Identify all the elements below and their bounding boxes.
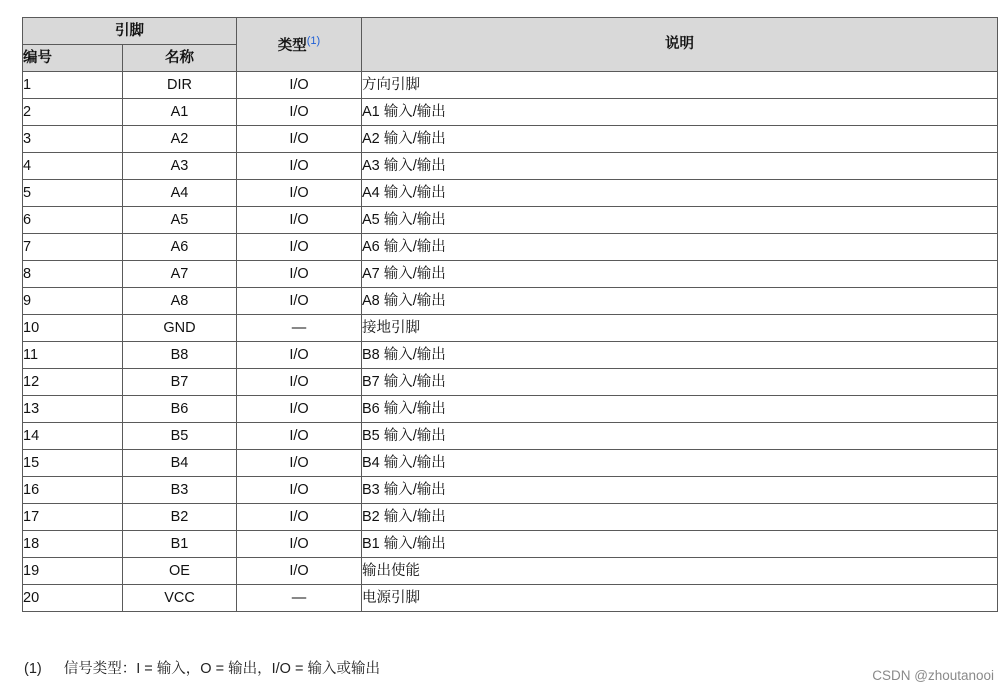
pin-name-cell: GND — [123, 315, 237, 342]
pin-name-cell: VCC — [123, 585, 237, 612]
pin-name-cell: B7 — [123, 369, 237, 396]
table-row — [23, 234, 998, 261]
pin-description-cell: A5 输入/输出 — [362, 207, 998, 234]
pin-name-cell: B1 — [123, 531, 237, 558]
pin-name-cell: B8 — [123, 342, 237, 369]
pin-description-cell: 输出使能 — [362, 558, 998, 585]
pin-name-cell: B3 — [123, 477, 237, 504]
pin-type-cell: I/O — [237, 153, 362, 180]
pin-number-cell: 9 — [23, 288, 123, 315]
pin-description-cell: B7 输入/输出 — [362, 369, 998, 396]
pin-name-cell: B2 — [123, 504, 237, 531]
pin-description-cell: A7 输入/输出 — [362, 261, 998, 288]
pin-number-cell: 20 — [23, 585, 123, 612]
pin-description-cell: A4 输入/输出 — [362, 180, 998, 207]
pin-type-cell: I/O — [237, 261, 362, 288]
table-row — [23, 180, 998, 207]
pin-type-cell: I/O — [237, 423, 362, 450]
table-row — [23, 396, 998, 423]
pin-type-cell: — — [237, 585, 362, 612]
pin-number-cell: 15 — [23, 450, 123, 477]
pin-number-cell: 1 — [23, 72, 123, 99]
table-row — [23, 342, 998, 369]
pin-number-cell: 2 — [23, 99, 123, 126]
pin-number-cell: 17 — [23, 504, 123, 531]
table-row — [23, 126, 998, 153]
table-row — [23, 315, 998, 342]
pin-number-cell: 16 — [23, 477, 123, 504]
pin-description-cell: B2 输入/输出 — [362, 504, 998, 531]
table-row — [23, 288, 998, 315]
pin-name-cell: B5 — [123, 423, 237, 450]
pin-number-cell: 12 — [23, 369, 123, 396]
pin-number-cell: 13 — [23, 396, 123, 423]
pin-number-cell: 14 — [23, 423, 123, 450]
footnote-mark: (1) — [24, 661, 42, 677]
pin-name-cell: A5 — [123, 207, 237, 234]
pin-description-cell: A2 输入/输出 — [362, 126, 998, 153]
pin-description-cell: A6 输入/输出 — [362, 234, 998, 261]
pin-table — [22, 17, 998, 612]
pin-description-cell: B8 输入/输出 — [362, 342, 998, 369]
table-row — [23, 585, 998, 612]
pin-description-cell: 方向引脚 — [362, 72, 998, 99]
header-name: 名称 — [123, 45, 237, 72]
pin-type-cell: I/O — [237, 342, 362, 369]
watermark: CSDN @zhoutanooi — [872, 668, 994, 683]
pin-type-cell: — — [237, 315, 362, 342]
pin-description-cell: B5 输入/输出 — [362, 423, 998, 450]
pin-number-cell: 8 — [23, 261, 123, 288]
pin-type-cell: I/O — [237, 126, 362, 153]
pin-type-cell: I/O — [237, 396, 362, 423]
header-number: 编号 — [23, 45, 123, 72]
pin-type-cell: I/O — [237, 504, 362, 531]
pin-type-cell: I/O — [237, 450, 362, 477]
header-type-label: 类型 — [277, 37, 307, 54]
table-row — [23, 261, 998, 288]
pin-number-cell: 4 — [23, 153, 123, 180]
pin-type-cell: I/O — [237, 72, 362, 99]
pin-name-cell: A6 — [123, 234, 237, 261]
pin-description-cell: A1 输入/输出 — [362, 99, 998, 126]
pin-name-cell: A2 — [123, 126, 237, 153]
pin-description-cell: A3 输入/输出 — [362, 153, 998, 180]
table-row — [23, 450, 998, 477]
pin-type-cell: I/O — [237, 288, 362, 315]
pin-number-cell: 6 — [23, 207, 123, 234]
pin-number-cell: 7 — [23, 234, 123, 261]
footnote-ref-link[interactable]: (1) — [306, 34, 321, 47]
pin-name-cell: A4 — [123, 180, 237, 207]
pin-name-cell: A1 — [123, 99, 237, 126]
pin-name-cell: OE — [123, 558, 237, 585]
pin-name-cell: A7 — [123, 261, 237, 288]
pin-description-cell: B3 输入/输出 — [362, 477, 998, 504]
table-row — [23, 207, 998, 234]
pin-number-cell: 5 — [23, 180, 123, 207]
pin-type-cell: I/O — [237, 369, 362, 396]
pin-description-cell: B6 输入/输出 — [362, 396, 998, 423]
pin-description-cell: 电源引脚 — [362, 585, 998, 612]
pin-number-cell: 18 — [23, 531, 123, 558]
pin-number-cell: 11 — [23, 342, 123, 369]
header-type — [237, 18, 362, 72]
pin-name-cell: A8 — [123, 288, 237, 315]
footnote-text: 信号类型：I = 输入，O = 输出，I/O = 输入或输出 — [63, 661, 380, 677]
pin-description-cell: B4 输入/输出 — [362, 450, 998, 477]
header-pin-group: 引脚 — [23, 18, 237, 45]
pin-name-cell: B4 — [123, 450, 237, 477]
pin-name-cell: A3 — [123, 153, 237, 180]
table-row — [23, 477, 998, 504]
pin-type-cell: I/O — [237, 531, 362, 558]
footnote — [24, 657, 380, 678]
pin-type-cell: I/O — [237, 477, 362, 504]
table-row — [23, 72, 998, 99]
pin-type-cell: I/O — [237, 99, 362, 126]
table-row — [23, 369, 998, 396]
table-row — [23, 531, 998, 558]
pin-number-cell: 19 — [23, 558, 123, 585]
pin-description-cell: B1 输入/输出 — [362, 531, 998, 558]
pin-description-cell: 接地引脚 — [362, 315, 998, 342]
pin-type-cell: I/O — [237, 234, 362, 261]
table-row — [23, 153, 998, 180]
pin-type-cell: I/O — [237, 558, 362, 585]
table-row — [23, 423, 998, 450]
pin-description-cell: A8 输入/输出 — [362, 288, 998, 315]
header-description: 说明 — [362, 18, 998, 72]
pin-type-cell: I/O — [237, 207, 362, 234]
table-row — [23, 504, 998, 531]
pin-type-cell: I/O — [237, 180, 362, 207]
pin-number-cell: 10 — [23, 315, 123, 342]
pin-name-cell: B6 — [123, 396, 237, 423]
table-row — [23, 558, 998, 585]
pin-number-cell: 3 — [23, 126, 123, 153]
pin-name-cell: DIR — [123, 72, 237, 99]
table-row — [23, 99, 998, 126]
